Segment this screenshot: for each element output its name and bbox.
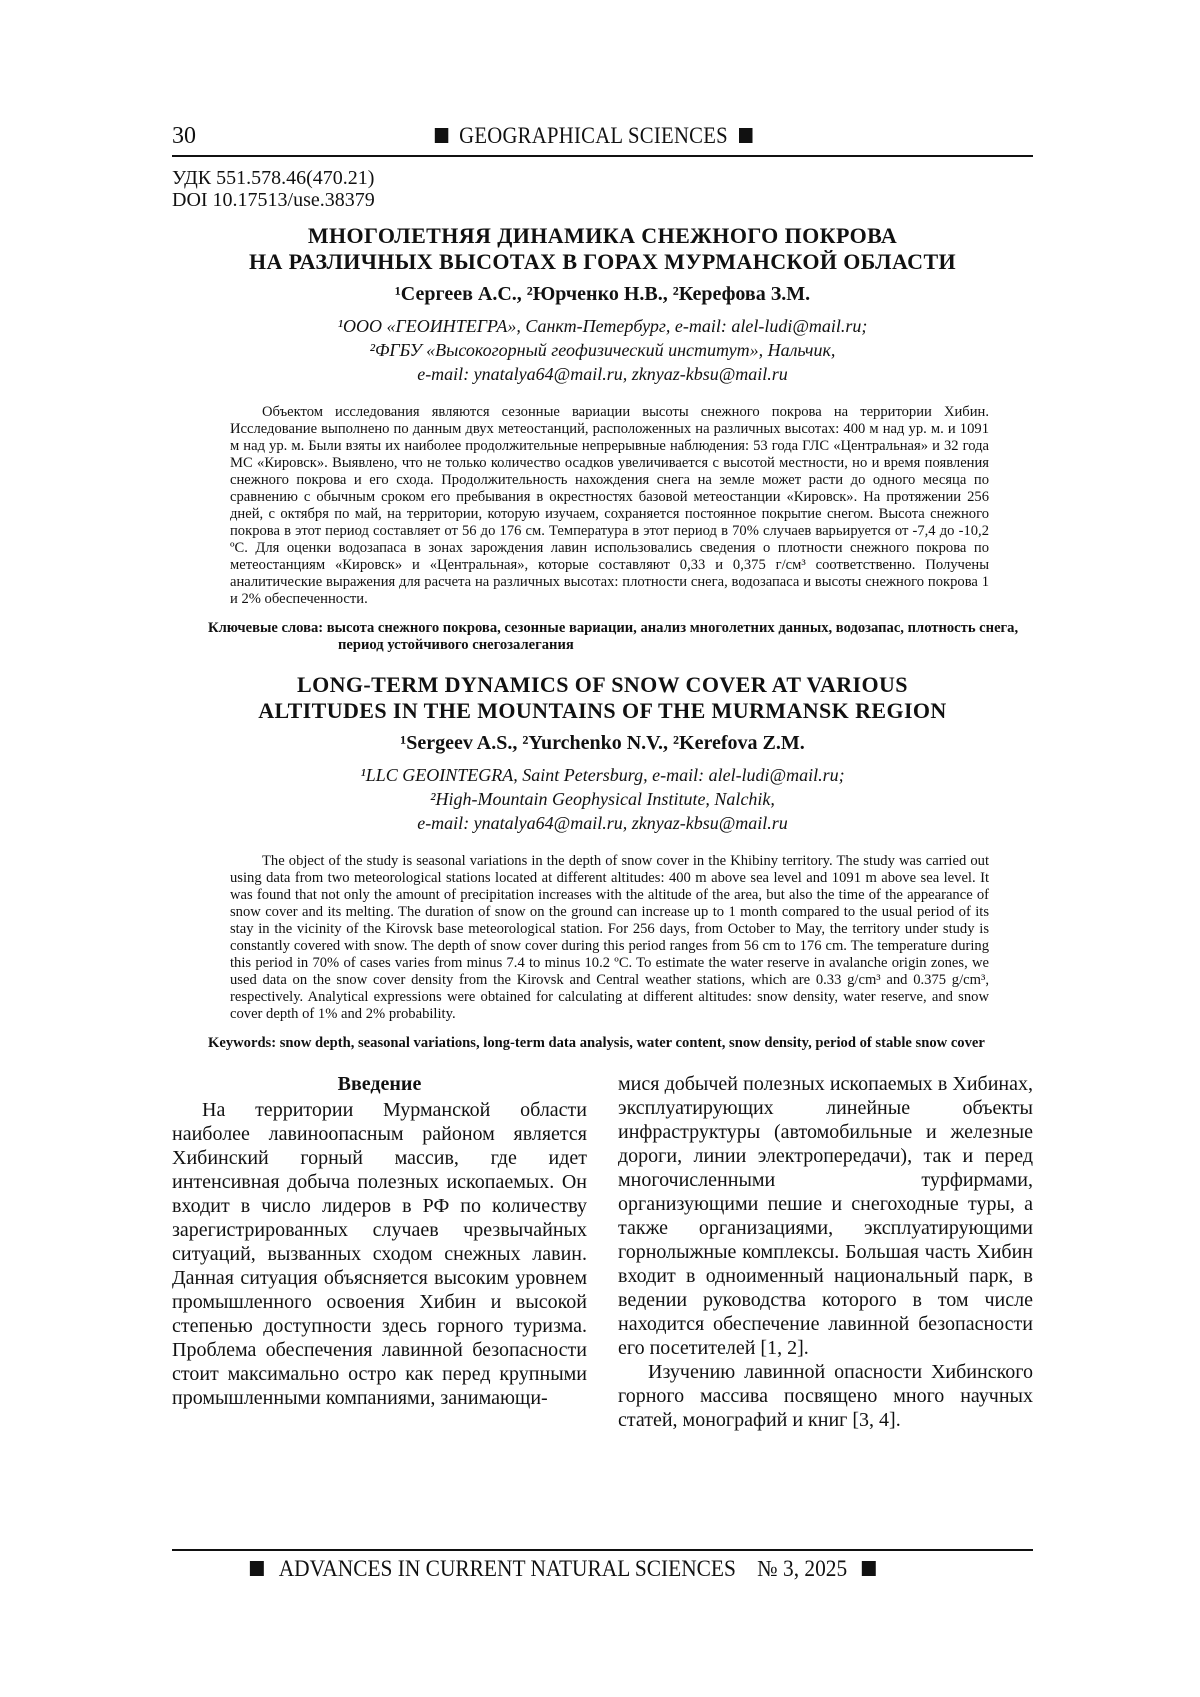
russian-abstract: Объектом исследования являются сезонные вариации высоты снежного покрова на территории Хибин. Исследование выполнено по данным двух метеостанций, расположенных на различных высотах: 400 м над ур. м. и 1091 м над ур. м. Были взяты их наиболее продолжительные непрерывные наблюдения: 53 года ГЛС «Центральная» и 32 года МС «Кировск». Выявлено, что не только количество осадков увеличивается с высотой местности, но и время появления снежного покрова и его схода. Продолжительность нахождения снега на земле может расти до одного месяца по сравнению с обычным сроком его пребывания в окрестностях базовой метеостанции «Кировск». На протяжении 256 дней, с октября по май, на территории, которую изучаем, сохраняется постоянное покрытие снегом. Высота снежного покрова в этот период составляет от 56 до 176 см. Температура в этот период в 70% случаев варьируется от -7,4 до -10,2 ºС. Для оценки водозапаса в зонах зарождения лавин использовались сведения о плотности снежного покрова по метеостанциям «Кировск» и «Центральная», которые составляют 0,33 и 0,375 г/см³ соответственно. Получены аналитические выражения для расчета на различных высотах: плотности снега, водозапаса и высоты снежного покрова 1 и 2% обеспеченности.: [230, 404, 989, 608]
running-header: [172, 115, 1033, 157]
english-title-line: LONG-TERM DYNAMICS OF SNOW COVER AT VARIOUS: [172, 672, 1033, 698]
page-number: 30: [172, 123, 196, 150]
body-paragraph: Изучению лавинной опасности Хибинского горного массива посвящено много научных статей, монографий и книг [3, 4].: [618, 1360, 1033, 1432]
affiliation-line: ¹ООО «ГЕОИНТЕГРА», Санкт-Петербург, e-mail: alel-ludi@mail.ru;: [172, 314, 1033, 338]
english-authors: ¹Sergeev A.S., ²Yurchenko N.V., ²Kerefova Z.M.: [172, 732, 1033, 755]
square-bullet-icon: [435, 128, 449, 143]
russian-authors: ¹Сергеев А.С., ²Юрченко Н.В., ²Керефова З.М.: [172, 283, 1033, 306]
square-bullet-icon: [250, 1561, 264, 1576]
english-title-line: ALTITUDES IN THE MOUNTAINS OF THE MURMANSK REGION: [172, 698, 1033, 724]
udc-code: УДК 551.578.46(470.21): [172, 167, 1033, 189]
running-footer: [235, 1556, 891, 1582]
russian-title-line: МНОГОЛЕТНЯЯ ДИНАМИКА СНЕЖНОГО ПОКРОВА: [172, 223, 1033, 249]
article-identifiers: [172, 167, 1033, 211]
russian-title-line: НА РАЗЛИЧНЫХ ВЫСОТАХ В ГОРАХ МУРМАНСКОЙ ОБЛАСТИ: [172, 249, 1033, 275]
russian-keywords: Ключевые слова: высота снежного покрова, сезонные вариации, анализ многолетних данных, водозапас, плотность снега, период устойчивого снегозалегания: [208, 620, 1023, 654]
right-column: [618, 1072, 1033, 1432]
footer-journal-name: ADVANCES IN CURRENT NATURAL SCIENCES: [279, 1556, 736, 1581]
doi-link[interactable]: DOI 10.17513/use.38379: [172, 189, 1033, 211]
body-columns: [172, 1072, 1033, 1432]
english-keywords: Keywords: snow depth, seasonal variations, long-term data analysis, water content, snow density, period of stable snow cover: [208, 1035, 1023, 1052]
english-affiliations: [172, 763, 1033, 835]
article-page: [172, 115, 1033, 1432]
affiliation-line: ¹LLC GEOINTEGRA, Saint Petersburg, e-mail: alel-ludi@mail.ru;: [172, 763, 1033, 787]
body-paragraph: На территории Мурманской области наиболее лавиноопасным районом является Хибинский горный массив, где идет интенсивная добыча полезных ископаемых. Он входит в число лидеров в РФ по количеству зарегистрированных случаев чрезвычайных ситуаций, вызванных сходом снежных лавин. Данная ситуация объясняется высоким уровнем промышленного освоения Хибин и высокой степенью доступности здесь горного туризма. Проблема обеспечения лавинной безопасности стоит максимально остро как перед крупными промышленными компаниями, занимающи-: [172, 1098, 587, 1410]
russian-title: [172, 223, 1033, 275]
square-bullet-icon: [739, 128, 753, 143]
journal-section-label: GEOGRAPHICAL SCIENCES: [459, 123, 728, 148]
section-heading: Введение: [172, 1072, 587, 1096]
left-column: [172, 1072, 587, 1432]
journal-section: [424, 123, 763, 149]
english-title: [172, 672, 1033, 724]
body-paragraph: мися добычей полезных ископаемых в Хибинах, эксплуатирующих линейные объекты инфраструктуры (автомобильные и железные дороги, линии электропередачи), так и перед многочисленными турфирмами, организующими пешие и снегоходные туры, а также организациями, эксплуатирующими горнолыжные комплексы. Большая часть Хибин входит в одноименный национальный парк, в ведении руководства которого в том числе находится обеспечение лавинной безопасности его посетителей [1, 2].: [618, 1072, 1033, 1360]
footer-issue: № 3, 2025: [757, 1556, 847, 1581]
english-abstract: The object of the study is seasonal variations in the depth of snow cover in the Khibiny territory. The study was carried out using data from two meteorological stations located at different altitudes: 400 m above sea level and 1091 m above sea level. It was found that not only the amount of precipitation increases with the altitude of the area, but also the time of the appearance of snow cover and its melting. The duration of snow on the ground can increase up to 1 month compared to the usual period of its stay in the vicinity of the Kirovsk base meteorological station. For 256 days, from October to May, the territory under study is constantly covered with snow. The depth of snow cover during this period ranges from 56 cm to 176 cm. The temperature during this period in 70% of cases varies from minus 7.4 to minus 10.2 ºC. To estimate the water reserve in avalanche origin zones, we used data on the snow cover density from the Kirovsk and Central weather stations, which are 0.33 g/cm³ and 0.375 g/cm³, respectively. Analytical expressions were obtained for calculating at different altitudes: snow density, water reserve, and snow cover depth of 1% and 2% probability.: [230, 853, 989, 1023]
affiliation-line: ²ФГБУ «Высокогорный геофизический институт», Нальчик,: [172, 338, 1033, 362]
russian-affiliations: [172, 314, 1033, 386]
footer-rule: [172, 1549, 1033, 1551]
affiliation-line: ²High-Mountain Geophysical Institute, Nalchik,: [172, 787, 1033, 811]
square-bullet-icon: [862, 1561, 876, 1576]
affiliation-line: e-mail: ynatalya64@mail.ru, zknyaz-kbsu@mail.ru: [172, 811, 1033, 835]
affiliation-line: e-mail: ynatalya64@mail.ru, zknyaz-kbsu@mail.ru: [172, 362, 1033, 386]
